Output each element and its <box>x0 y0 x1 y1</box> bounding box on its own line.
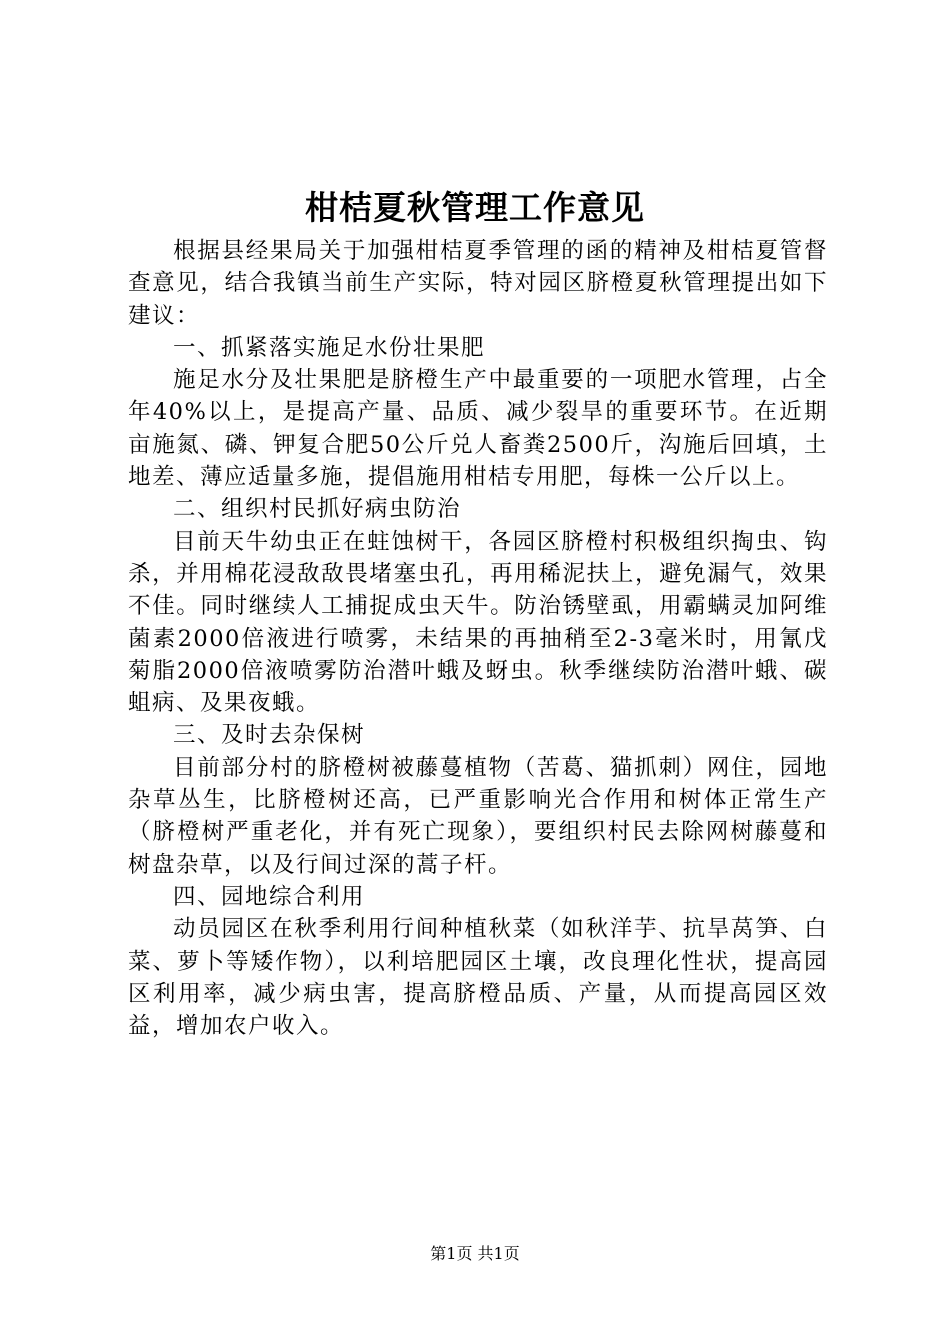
section-heading-3: 三、及时去杂保树 <box>173 722 366 749</box>
document-body <box>128 235 828 1042</box>
page-footer: 第1页 共1页 <box>430 1244 520 1263</box>
section-paragraph-4: 动员园区在秋季利用行间种植秋菜（如秋洋芋、抗旱莴笋、白菜、萝卜等矮作物），以利培肥园区土壤，改良理化性状，提高园区利用率，减少病虫害，提高脐橙品质、产量，从而提高园区效益，增加农户收入。 <box>128 916 828 1040</box>
document-title: 柑桔夏秋管理工作意见 <box>305 188 645 227</box>
section-paragraph-3: 目前部分村的脐橙树被藤蔓植物（苦葛、猫抓刺）网住，园地杂草丛生，比脐橙树还高，已严重影响光合作用和树体正常生产（脐橙树严重老化，并有死亡现象），要组织村民去除网树藤蔓和树盘杂草，以及行间过深的蒿子杆。 <box>128 754 828 878</box>
section-heading-4: 四、园地综合利用 <box>173 883 366 910</box>
intro-paragraph: 根据县经果局关于加强柑桔夏季管理的函的精神及柑桔夏管督查意见，结合我镇当前生产实际，特对园区脐橙夏秋管理提出如下建议： <box>128 238 828 329</box>
section-paragraph-2: 目前天牛幼虫正在蛀蚀树干，各园区脐橙村积极组织掏虫、钩杀，并用棉花浸敌敌畏堵塞虫孔，再用稀泥扶上，避免漏气，效果不佳。同时继续人工捕捉成虫天牛。防治锈壁虱，用霸螨灵加阿维菌素2000倍液进行喷雾，未结果的再抽稍至2-3毫米时，用氰戊菊脂2000倍液喷雾防治潜叶蛾及蚜虫。秋季继续防治潜叶蛾、碳蛆病、及果夜蛾。 <box>128 528 828 717</box>
section-heading-1: 一、抓紧落实施足水份壮果肥 <box>173 334 486 361</box>
section-heading-2: 二、组织村民抓好病虫防治 <box>173 496 462 523</box>
section-paragraph-1: 施足水分及壮果肥是脐橙生产中最重要的一项肥水管理，占全年40%以上，是提高产量、品质、减少裂旱的重要环节。在近期亩施氮、磷、钾复合肥50公斤兑人畜粪2500斤，沟施后回填，土地差、薄应适量多施，提倡施用柑桔专用肥，每株一公斤以上。 <box>128 367 828 491</box>
